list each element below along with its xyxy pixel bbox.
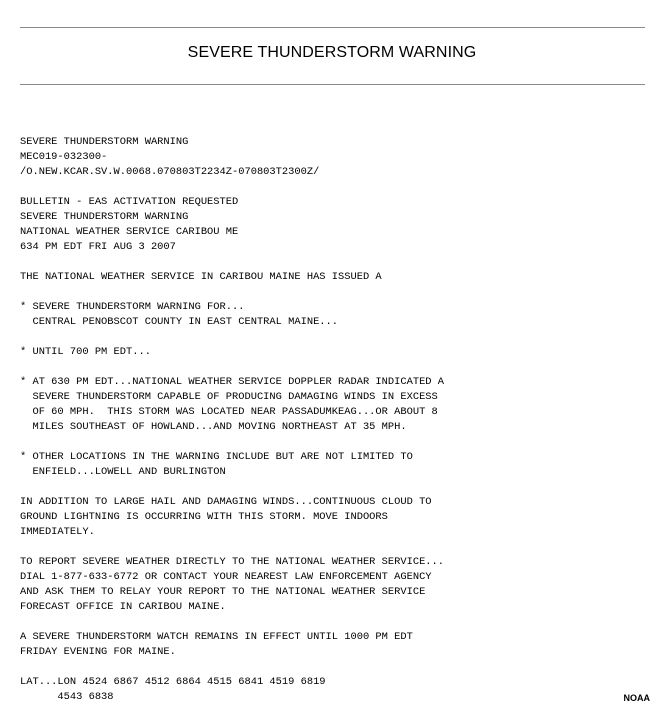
blank-line <box>20 435 444 450</box>
blank-line <box>20 330 444 345</box>
blank-line <box>20 180 444 195</box>
warning-bulletin <box>20 135 444 705</box>
blank-line <box>20 660 444 675</box>
bulletin-line: NATIONAL WEATHER SERVICE CARIBOU ME <box>20 226 239 238</box>
bottom-divider <box>20 84 645 85</box>
bulletin-line: * SEVERE THUNDERSTORM WARNING FOR... <box>20 301 245 313</box>
bulletin-line: 634 PM EDT FRI AUG 3 2007 <box>20 241 176 253</box>
bulletin-line: SEVERE THUNDERSTORM CAPABLE OF PRODUCING DAMAGING WINDS IN EXCESS <box>20 391 438 403</box>
bulletin-line: IN ADDITION TO LARGE HAIL AND DAMAGING WINDS...CONTINUOUS CLOUD TO <box>20 496 432 508</box>
page-title: SEVERE THUNDERSTORM WARNING <box>187 44 477 61</box>
bulletin-line: * AT 630 PM EDT...NATIONAL WEATHER SERVICE DOPPLER RADAR INDICATED A <box>20 376 445 388</box>
bulletin-line: MILES SOUTHEAST OF HOWLAND...AND MOVING NORTHEAST AT 35 MPH. <box>20 421 407 433</box>
bulletin-line: MEC019-032300- <box>20 151 108 163</box>
top-divider <box>20 27 645 28</box>
blank-line <box>20 615 444 630</box>
bulletin-line: GROUND LIGHTNING IS OCCURRING WITH THIS STORM. MOVE INDOORS <box>20 511 388 523</box>
blank-line <box>20 480 444 495</box>
bulletin-line: BULLETIN - EAS ACTIVATION REQUESTED <box>20 196 239 208</box>
source-credit: NOAA <box>623 693 650 703</box>
bulletin-line: CENTRAL PENOBSCOT COUNTY IN EAST CENTRAL MAINE... <box>20 316 339 328</box>
bulletin-line: LAT...LON 4524 6867 4512 6864 4515 6841 4519 6819 <box>20 676 326 688</box>
blank-line <box>20 285 444 300</box>
bulletin-line: 4543 6838 <box>20 691 114 703</box>
blank-line <box>20 540 444 555</box>
bulletin-line: OF 60 MPH. THIS STORM WAS LOCATED NEAR PASSADUMKEAG...OR ABOUT 8 <box>20 406 438 418</box>
blank-line <box>20 360 444 375</box>
bulletin-line: SEVERE THUNDERSTORM WARNING <box>20 211 189 223</box>
bulletin-line: A SEVERE THUNDERSTORM WATCH REMAINS IN EFFECT UNTIL 1000 PM EDT <box>20 631 413 643</box>
blank-line <box>20 255 444 270</box>
bulletin-line: /O.NEW.KCAR.SV.W.0068.070803T2234Z-070803T2300Z/ <box>20 166 320 178</box>
bulletin-line: IMMEDIATELY. <box>20 526 95 538</box>
bulletin-line: * OTHER LOCATIONS IN THE WARNING INCLUDE BUT ARE NOT LIMITED TO <box>20 451 413 463</box>
bulletin-line: TO REPORT SEVERE WEATHER DIRECTLY TO THE NATIONAL WEATHER SERVICE... <box>20 556 445 568</box>
bulletin-line: DIAL 1-877-633-6772 OR CONTACT YOUR NEAREST LAW ENFORCEMENT AGENCY <box>20 571 432 583</box>
bulletin-line: SEVERE THUNDERSTORM WARNING <box>20 136 189 148</box>
bulletin-line: * UNTIL 700 PM EDT... <box>20 346 151 358</box>
bulletin-line: ENFIELD...LOWELL AND BURLINGTON <box>20 466 226 478</box>
bulletin-line: THE NATIONAL WEATHER SERVICE IN CARIBOU MAINE HAS ISSUED A <box>20 271 382 283</box>
bulletin-line: FRIDAY EVENING FOR MAINE. <box>20 646 176 658</box>
bulletin-line: AND ASK THEM TO RELAY YOUR REPORT TO THE NATIONAL WEATHER SERVICE <box>20 586 426 598</box>
bulletin-line: FORECAST OFFICE IN CARIBOU MAINE. <box>20 601 226 613</box>
